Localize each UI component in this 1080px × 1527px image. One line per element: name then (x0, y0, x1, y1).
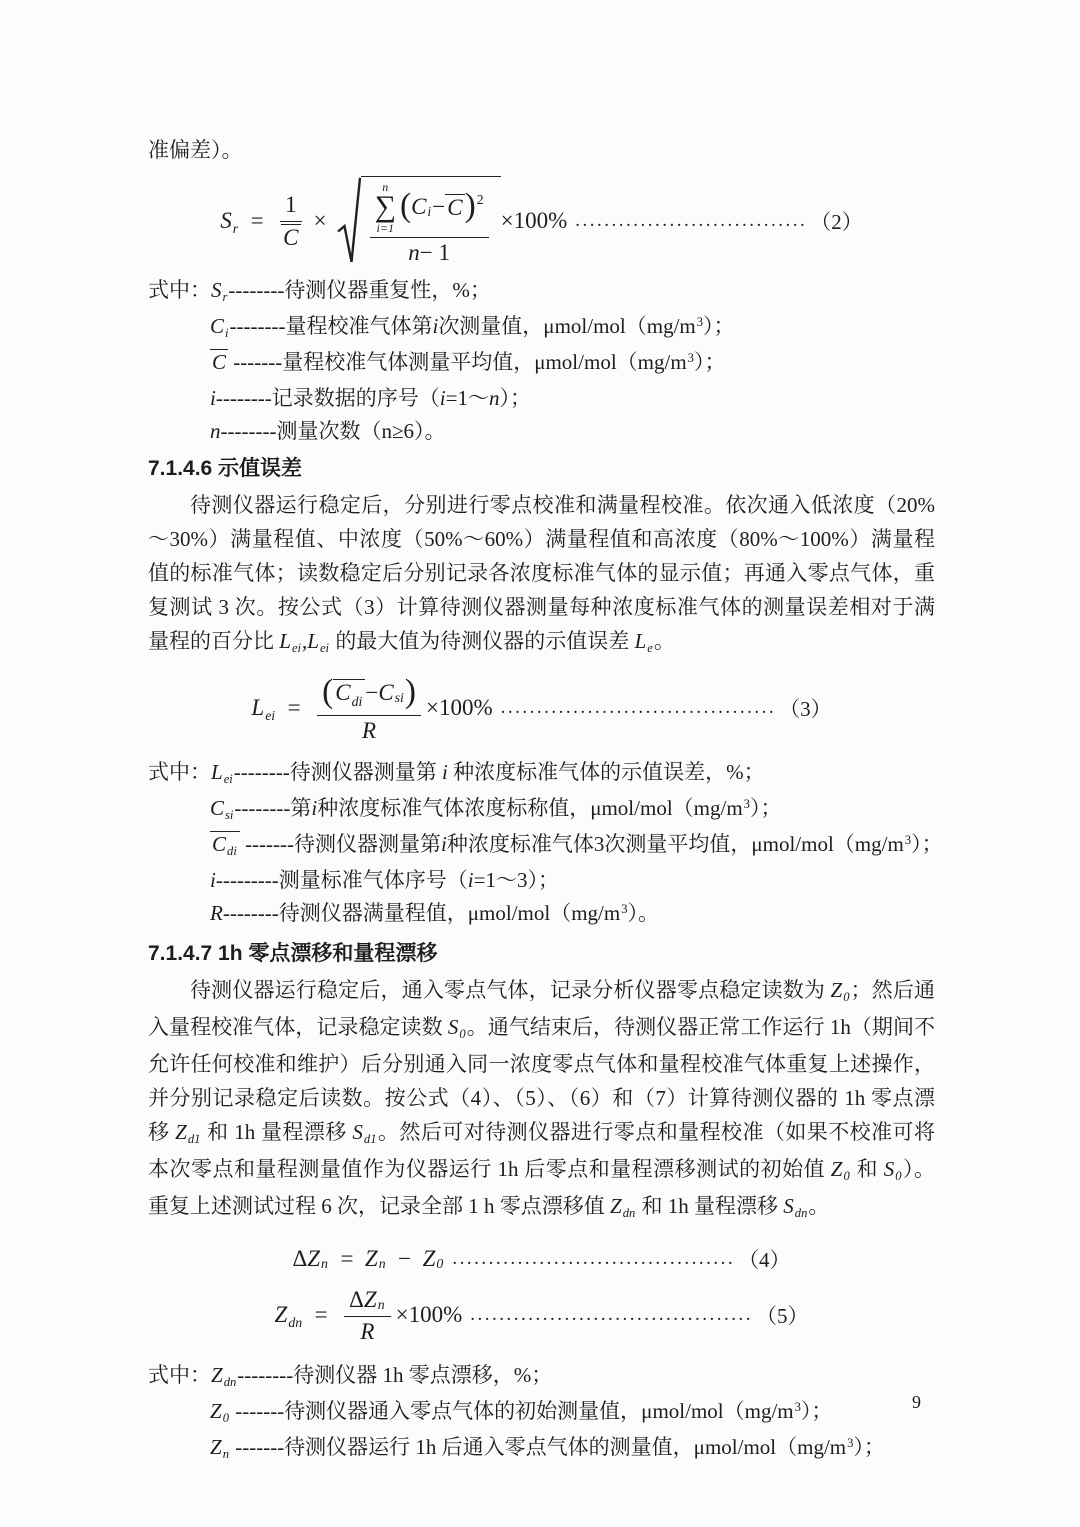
formula-tail (501, 208, 568, 234)
radical (337, 176, 501, 266)
subscript: 0 (222, 1411, 229, 1426)
fraction (317, 673, 421, 744)
definition-item (148, 1359, 935, 1395)
superscript: 3 (794, 1399, 801, 1414)
variable: i (210, 867, 216, 892)
sum-lower-limit: i=1 (376, 220, 394, 235)
def-body (210, 313, 735, 341)
text-run: = (276, 695, 313, 720)
variable: Z (610, 1193, 622, 1218)
text-run: =1～ (445, 385, 489, 410)
text-run: ；然后通入量程校准气体，记录稳定读数 (148, 977, 936, 1039)
superscript: 2 (476, 191, 484, 207)
fraction-numerator: 1 (280, 191, 302, 222)
text-run: = (239, 207, 276, 233)
formula-2-math (220, 176, 567, 266)
equation-number: （4） (738, 1247, 791, 1272)
overline-variable (281, 224, 300, 250)
overline-variable (445, 194, 464, 220)
paragraph-7-1-4-7 (148, 973, 935, 1226)
variable: i (441, 831, 447, 856)
leader-dots: ...................................... (500, 697, 777, 718)
text-run: ）； (911, 831, 943, 856)
variable: n (210, 418, 221, 443)
def-body (210, 868, 559, 892)
subscript: di (351, 693, 363, 709)
variable: i (467, 867, 474, 892)
formula-lhs (220, 208, 275, 234)
section-heading-7-1-4-7: 7.1.4.7 1h 零点漂移和量程漂移 (148, 941, 438, 965)
formula-3 (148, 673, 935, 744)
variable: S (883, 1156, 895, 1181)
leader-dots: ................................ (575, 209, 808, 231)
equation-number: （3） (779, 697, 832, 721)
variable: L (634, 628, 647, 653)
variable: Z (175, 1119, 187, 1144)
definition-item (148, 415, 935, 448)
fraction-numerator (370, 180, 489, 238)
def-body (211, 277, 491, 305)
subscript: n (378, 1255, 386, 1271)
overline-variable (210, 831, 240, 859)
text-run: -------待测仪器通入零点气体的初始测量值，μmol/mol（mg/m (229, 1398, 794, 1423)
definition-item (148, 1395, 935, 1431)
variable: C (411, 194, 427, 220)
text-run: 和 1h 量程漂移 (636, 1193, 784, 1218)
definition-item (148, 310, 935, 346)
definition-item (148, 897, 935, 933)
def-body (211, 1362, 553, 1390)
definition-item (148, 828, 943, 864)
def-list-formula-2 (148, 274, 935, 448)
def-list-formula-3 (148, 756, 943, 933)
text-run: ）； (693, 349, 726, 374)
text-run: = (328, 1245, 365, 1271)
subscript: e (647, 641, 653, 656)
variable: i (210, 385, 216, 410)
fraction (344, 1286, 391, 1345)
summation (375, 181, 396, 234)
text-run: --------量程校准气体第 (229, 313, 433, 338)
text-run: ）。重复上述测试过程 6 次，记录全部 1 h 零点漂移值 (148, 1156, 936, 1218)
sigma-sign: ∑ (374, 190, 396, 223)
text-run: --------记录数据的序号（ (215, 385, 440, 410)
variable: C (335, 680, 351, 706)
text-run: 种浓度标准气体浓度标称值，μmol/mol（mg/m (317, 795, 743, 820)
def-list-formula-5 (148, 1359, 935, 1467)
text-run: 。然后可对待测仪器进行零点和量程校准（如果不校准可将本次零点和量程测量值作为仪器运行 1h 后零点和量程漂移测试的初始值 (148, 1119, 936, 1181)
subscript: r (222, 290, 228, 305)
formula-tail (396, 1302, 463, 1328)
variable: C (447, 195, 463, 221)
def-body (210, 795, 782, 823)
text-run: -------待测仪器运行 1h 后通入零点气体的测量值，μmol/mol（mg/m (229, 1434, 847, 1459)
text-run: --------测量次数（n≥6）。 (220, 418, 446, 443)
text-run: 和 (850, 1156, 884, 1181)
text-run: --------待测仪器重复性，%； (228, 277, 491, 302)
variable: Z (307, 1245, 321, 1271)
text-run: ×100% (425, 695, 493, 720)
text-run: = (303, 1302, 340, 1327)
text-run: 。 (653, 628, 675, 653)
overline-variable (210, 349, 228, 373)
def-body (210, 831, 943, 859)
text-run: − (386, 1245, 423, 1271)
sum-upper-limit: n (382, 180, 389, 194)
subscript: i (225, 326, 229, 341)
variable: S (447, 1014, 459, 1039)
def-body (210, 901, 659, 925)
text-run: 。 (808, 1193, 830, 1218)
text-run: − 1 (419, 239, 450, 265)
subscript: ei (265, 708, 276, 724)
superscript: 3 (696, 314, 704, 329)
variable: C (212, 349, 227, 374)
text-run: Δ (292, 1245, 308, 1271)
definition-item (148, 346, 935, 382)
text-run: 次测量值，μmol/mol（mg/m (438, 313, 696, 338)
variable: S (352, 1119, 363, 1144)
section-heading-7-1-4-6: 7.1.4.6 示值误差 (148, 456, 303, 480)
text-run: ）； (800, 1398, 833, 1423)
variable: Z (210, 1434, 222, 1459)
definition-item (148, 792, 935, 828)
text-run: − (365, 679, 379, 705)
variable: Z (830, 977, 843, 1002)
definition-item (148, 382, 935, 415)
paren: ) (464, 187, 476, 225)
subscript: ei (223, 772, 233, 787)
times-sign: × (313, 207, 327, 233)
fraction-denominator (281, 222, 300, 250)
text-run: 。通气结束后，待测仪器正常工作运行 1h（期间不允许任何校准和维护）后分别通入同一浓度零点气体和量程校准气体重复上述操作，并分别记录稳定后读数。按公式（4）、（5）、（6）和（7）计算待测仪器的 1h 零点漂移 (148, 1014, 935, 1144)
text-run: ×100% (395, 1302, 463, 1327)
subscript: ei (319, 641, 330, 656)
text-run: ×100% (500, 207, 568, 233)
superscript: 3 (621, 901, 628, 916)
text-run: Δ (349, 1286, 364, 1312)
text-run: ---------测量标准气体序号（ (215, 867, 468, 892)
text-run: 和 1h 量程漂移 (201, 1119, 353, 1144)
subscript: n (377, 1296, 385, 1312)
text-run: , (302, 628, 308, 653)
variable: S (220, 207, 232, 233)
fraction-denominator (408, 238, 450, 266)
equation-number: （2） (810, 209, 863, 234)
subscript: di (227, 844, 237, 859)
page-number: 9 (912, 1392, 921, 1412)
subscript: d1 (187, 1132, 201, 1147)
overline-variable (333, 679, 365, 709)
variable: R (360, 1318, 375, 1344)
formula-5 (148, 1286, 935, 1345)
text-run: 种浓度标准气体3次测量平均值，μmol/mol（mg/m (446, 831, 904, 856)
text-run: --------待测仪器测量第 (233, 759, 442, 784)
variable: C (378, 679, 394, 705)
def-body (210, 386, 531, 410)
text-run: ）； (703, 313, 735, 338)
variable: L (211, 759, 223, 784)
subscript: si (394, 689, 404, 705)
fraction-denominator (362, 716, 376, 744)
text-run: 待测仪器运行稳定后，分别进行零点校准和满量程校准。依次通入低浓度（20%～30%）满量程值、中浓度（50%～60%）满量程值和高浓度（80%～100%）满量程值的标准气体；读数稳定后分别记录各浓度标准气体的显示值；再通入零点气体，重复测试 3 次。按公式（3）计算待测仪器测量每种浓度标准气体的测量误差相对于满量程的百分比 (148, 492, 935, 653)
text-run: 的最大值为待测仪器的示值误差 (330, 628, 635, 653)
formula-2 (148, 176, 935, 266)
variable: L (307, 628, 319, 653)
text-run: -------待测仪器测量第 (239, 831, 442, 856)
fraction-numerator (344, 1286, 391, 1317)
variable: Z (364, 1245, 378, 1271)
superscript: 3 (904, 832, 912, 847)
fraction (280, 191, 302, 250)
paren: ( (399, 187, 412, 225)
text-run: − (432, 194, 446, 220)
intro-line: 准偏差）。 (148, 138, 243, 162)
superscript: 3 (743, 796, 750, 811)
variable: Z (363, 1286, 377, 1312)
radicand (361, 176, 501, 266)
variable: n (488, 385, 500, 410)
def-body (211, 759, 765, 787)
formula-4 (148, 1244, 935, 1274)
paren: ) (404, 672, 416, 710)
def-prefix: 式中： (148, 277, 211, 302)
subscript: dn (288, 1315, 303, 1331)
subscript: si (225, 808, 234, 823)
variable: Z (210, 1398, 222, 1423)
paren: ( (322, 672, 334, 710)
subscript: i (427, 204, 432, 220)
paragraph-7-1-4-6 (148, 488, 935, 661)
def-body (210, 1398, 833, 1426)
variable: S (211, 277, 222, 302)
variable: i (441, 759, 448, 784)
text-run: ）； (749, 795, 782, 820)
def-body (210, 419, 445, 443)
variable: Z (274, 1302, 288, 1327)
equation-number: （5） (755, 1304, 809, 1328)
definition-item (148, 864, 935, 897)
text-run: ）。 (627, 900, 660, 925)
sqrt-sign-icon (337, 176, 361, 266)
formula-tail (426, 695, 493, 721)
variable: i (311, 795, 318, 820)
text-run: --------待测仪器 1h 零点漂移，%； (237, 1362, 553, 1387)
variable: C (210, 795, 225, 820)
fraction-denominator (360, 1317, 374, 1345)
text-run: --------待测仪器满量程值，μmol/mol（mg/m (222, 900, 621, 925)
variable: i (432, 313, 439, 338)
subscript: 0 (843, 1169, 850, 1184)
subscript: 0 (436, 1255, 444, 1271)
variable: Z (830, 1156, 843, 1181)
formula-lhs (251, 695, 313, 724)
def-prefix: 式中： (148, 1362, 211, 1387)
subscript: 0 (843, 990, 850, 1005)
variable: R (210, 900, 223, 925)
variable: R (362, 717, 377, 743)
superscript: 3 (847, 1435, 854, 1450)
text-run: ）； (499, 385, 531, 410)
def-body (210, 350, 725, 374)
fraction-numerator (317, 673, 421, 716)
variable: n (408, 239, 420, 265)
variable: Z (422, 1245, 436, 1271)
subscript: dn (794, 1206, 808, 1221)
variable: C (210, 313, 225, 338)
subscript: d1 (363, 1132, 377, 1147)
formula-5-math (275, 1286, 463, 1345)
superscript: 3 (687, 350, 694, 365)
variable: C (283, 225, 299, 251)
leader-dots: ....................................... (452, 1247, 736, 1269)
subscript: ei (291, 641, 302, 656)
variable: i (439, 385, 446, 410)
variable: L (279, 628, 291, 653)
variable: S (783, 1193, 794, 1218)
def-body (210, 1434, 885, 1462)
subscript: 0 (895, 1169, 902, 1184)
text-run: =1～3）； (473, 867, 559, 892)
definition-item (148, 1431, 935, 1467)
subscript: r (232, 220, 239, 236)
definition-item (148, 274, 935, 310)
formula-lhs (274, 1302, 340, 1331)
text-run: --------第 (234, 795, 312, 820)
text-run: ）； (853, 1434, 885, 1459)
variable: Z (211, 1362, 223, 1387)
formula-4-math (292, 1246, 444, 1272)
leader-dots: ....................................... (470, 1304, 753, 1325)
definition-item (148, 756, 935, 792)
subscript: n (321, 1255, 328, 1271)
fraction (370, 180, 489, 266)
text-run: 种浓度标准气体的示值误差，%； (447, 759, 765, 784)
text-run: -------量程校准气体测量平均值，μmol/mol（mg/m (228, 349, 687, 374)
variable: L (251, 695, 265, 720)
subscript: dn (223, 1375, 237, 1390)
subscript: dn (622, 1206, 636, 1221)
text-run: 待测仪器运行稳定后，通入零点气体，记录分析仪器零点稳定读数为 (190, 977, 831, 1002)
def-prefix: 式中： (148, 759, 211, 784)
formula-3-math (251, 673, 492, 744)
subscript: n (222, 1447, 229, 1462)
subscript: 0 (459, 1027, 466, 1042)
variable: C (212, 831, 227, 856)
